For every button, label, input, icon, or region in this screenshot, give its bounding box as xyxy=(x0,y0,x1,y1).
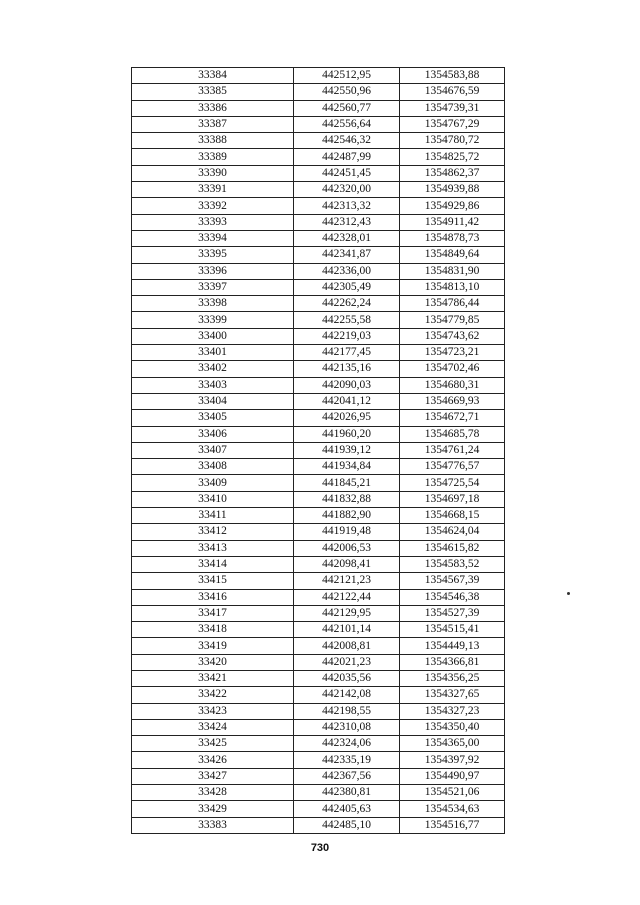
y-coordinate-cell: 1354723,21 xyxy=(400,345,505,361)
x-coordinate-cell: 442324,06 xyxy=(294,736,400,752)
y-coordinate-cell: 1354761,24 xyxy=(400,442,505,458)
y-coordinate-cell: 1354583,52 xyxy=(400,556,505,572)
point-id-cell: 33417 xyxy=(132,605,294,621)
point-id-cell: 33408 xyxy=(132,459,294,475)
point-id-cell: 33385 xyxy=(132,84,294,100)
point-id-cell: 33405 xyxy=(132,410,294,426)
table-row xyxy=(132,263,505,279)
point-id-cell: 33397 xyxy=(132,279,294,295)
x-coordinate-cell: 441845,21 xyxy=(294,475,400,491)
y-coordinate-cell: 1354521,06 xyxy=(400,785,505,801)
table-row xyxy=(132,475,505,491)
point-id-cell: 33390 xyxy=(132,165,294,181)
x-coordinate-cell: 442485,10 xyxy=(294,817,400,833)
y-coordinate-cell: 1354813,10 xyxy=(400,279,505,295)
table-row xyxy=(132,605,505,621)
point-id-cell: 33402 xyxy=(132,361,294,377)
y-coordinate-cell: 1354825,72 xyxy=(400,149,505,165)
x-coordinate-cell: 442041,12 xyxy=(294,393,400,409)
y-coordinate-cell: 1354672,71 xyxy=(400,410,505,426)
table-row xyxy=(132,296,505,312)
x-coordinate-cell: 442336,00 xyxy=(294,263,400,279)
table-row xyxy=(132,345,505,361)
table-row xyxy=(132,426,505,442)
point-id-cell: 33391 xyxy=(132,182,294,198)
point-id-cell: 33400 xyxy=(132,328,294,344)
point-id-cell: 33416 xyxy=(132,589,294,605)
point-id-cell: 33420 xyxy=(132,654,294,670)
table-row xyxy=(132,736,505,752)
point-id-cell: 33427 xyxy=(132,768,294,784)
x-coordinate-cell: 442219,03 xyxy=(294,328,400,344)
table-row xyxy=(132,508,505,524)
x-coordinate-cell: 442405,63 xyxy=(294,801,400,817)
page-number: 730 xyxy=(310,842,330,854)
y-coordinate-cell: 1354929,86 xyxy=(400,198,505,214)
coordinate-table xyxy=(131,67,505,834)
point-id-cell: 33418 xyxy=(132,622,294,638)
y-coordinate-cell: 1354527,39 xyxy=(400,605,505,621)
point-id-cell: 33384 xyxy=(132,68,294,84)
y-coordinate-cell: 1354725,54 xyxy=(400,475,505,491)
x-coordinate-cell: 442008,81 xyxy=(294,638,400,654)
table-row xyxy=(132,654,505,670)
point-id-cell: 33394 xyxy=(132,230,294,246)
x-coordinate-cell: 442560,77 xyxy=(294,100,400,116)
table-row xyxy=(132,312,505,328)
y-coordinate-cell: 1354624,04 xyxy=(400,524,505,540)
x-coordinate-cell: 442335,19 xyxy=(294,752,400,768)
table-row xyxy=(132,230,505,246)
point-id-cell: 33409 xyxy=(132,475,294,491)
x-coordinate-cell: 442122,44 xyxy=(294,589,400,605)
point-id-cell: 33426 xyxy=(132,752,294,768)
point-id-cell: 33422 xyxy=(132,687,294,703)
stray-mark xyxy=(567,592,570,595)
table-row xyxy=(132,573,505,589)
x-coordinate-cell: 442487,99 xyxy=(294,149,400,165)
table-row xyxy=(132,540,505,556)
point-id-cell: 33424 xyxy=(132,719,294,735)
x-coordinate-cell: 442121,23 xyxy=(294,573,400,589)
y-coordinate-cell: 1354534,63 xyxy=(400,801,505,817)
table-row xyxy=(132,524,505,540)
x-coordinate-cell: 441960,20 xyxy=(294,426,400,442)
point-id-cell: 33389 xyxy=(132,149,294,165)
x-coordinate-cell: 441882,90 xyxy=(294,508,400,524)
x-coordinate-cell: 442142,08 xyxy=(294,687,400,703)
table-row xyxy=(132,68,505,84)
table-row xyxy=(132,361,505,377)
y-coordinate-cell: 1354939,88 xyxy=(400,182,505,198)
point-id-cell: 33428 xyxy=(132,785,294,801)
x-coordinate-cell: 442098,41 xyxy=(294,556,400,572)
table-row xyxy=(132,84,505,100)
x-coordinate-cell: 442313,32 xyxy=(294,198,400,214)
y-coordinate-cell: 1354786,44 xyxy=(400,296,505,312)
x-coordinate-cell: 442328,01 xyxy=(294,230,400,246)
table-row xyxy=(132,100,505,116)
point-id-cell: 33392 xyxy=(132,198,294,214)
x-coordinate-cell: 442135,16 xyxy=(294,361,400,377)
table-row xyxy=(132,768,505,784)
y-coordinate-cell: 1354697,18 xyxy=(400,491,505,507)
y-coordinate-cell: 1354779,85 xyxy=(400,312,505,328)
point-id-cell: 33393 xyxy=(132,214,294,230)
y-coordinate-cell: 1354546,38 xyxy=(400,589,505,605)
y-coordinate-cell: 1354397,92 xyxy=(400,752,505,768)
y-coordinate-cell: 1354831,90 xyxy=(400,263,505,279)
y-coordinate-cell: 1354767,29 xyxy=(400,116,505,132)
x-coordinate-cell: 442512,95 xyxy=(294,68,400,84)
x-coordinate-cell: 441939,12 xyxy=(294,442,400,458)
table-row xyxy=(132,801,505,817)
point-id-cell: 33413 xyxy=(132,540,294,556)
x-coordinate-cell: 442255,58 xyxy=(294,312,400,328)
x-coordinate-cell: 442312,43 xyxy=(294,214,400,230)
y-coordinate-cell: 1354862,37 xyxy=(400,165,505,181)
point-id-cell: 33419 xyxy=(132,638,294,654)
y-coordinate-cell: 1354350,40 xyxy=(400,719,505,735)
table-row xyxy=(132,442,505,458)
x-coordinate-cell: 442129,95 xyxy=(294,605,400,621)
table-row xyxy=(132,214,505,230)
table-row xyxy=(132,393,505,409)
point-id-cell: 33429 xyxy=(132,801,294,817)
y-coordinate-cell: 1354327,65 xyxy=(400,687,505,703)
table-row xyxy=(132,133,505,149)
x-coordinate-cell: 441934,84 xyxy=(294,459,400,475)
x-coordinate-cell: 442090,03 xyxy=(294,377,400,393)
point-id-cell: 33412 xyxy=(132,524,294,540)
y-coordinate-cell: 1354911,42 xyxy=(400,214,505,230)
x-coordinate-cell: 441919,48 xyxy=(294,524,400,540)
point-id-cell: 33423 xyxy=(132,703,294,719)
table-row xyxy=(132,752,505,768)
x-coordinate-cell: 442451,45 xyxy=(294,165,400,181)
y-coordinate-cell: 1354668,15 xyxy=(400,508,505,524)
point-id-cell: 33415 xyxy=(132,573,294,589)
x-coordinate-cell: 442262,24 xyxy=(294,296,400,312)
y-coordinate-cell: 1354490,97 xyxy=(400,768,505,784)
y-coordinate-cell: 1354676,59 xyxy=(400,84,505,100)
x-coordinate-cell: 442550,96 xyxy=(294,84,400,100)
table-row xyxy=(132,556,505,572)
point-id-cell: 33425 xyxy=(132,736,294,752)
point-id-cell: 33411 xyxy=(132,508,294,524)
table-row xyxy=(132,589,505,605)
y-coordinate-cell: 1354327,23 xyxy=(400,703,505,719)
y-coordinate-cell: 1354702,46 xyxy=(400,361,505,377)
y-coordinate-cell: 1354743,62 xyxy=(400,328,505,344)
point-id-cell: 33403 xyxy=(132,377,294,393)
y-coordinate-cell: 1354780,72 xyxy=(400,133,505,149)
x-coordinate-cell: 442198,55 xyxy=(294,703,400,719)
coordinate-table-body xyxy=(132,68,505,834)
point-id-cell: 33414 xyxy=(132,556,294,572)
table-row xyxy=(132,785,505,801)
table-row xyxy=(132,638,505,654)
x-coordinate-cell: 442546,32 xyxy=(294,133,400,149)
point-id-cell: 33398 xyxy=(132,296,294,312)
y-coordinate-cell: 1354449,13 xyxy=(400,638,505,654)
x-coordinate-cell: 442320,00 xyxy=(294,182,400,198)
y-coordinate-cell: 1354515,41 xyxy=(400,622,505,638)
y-coordinate-cell: 1354356,25 xyxy=(400,670,505,686)
y-coordinate-cell: 1354615,82 xyxy=(400,540,505,556)
table-row xyxy=(132,622,505,638)
table-row xyxy=(132,165,505,181)
y-coordinate-cell: 1354583,88 xyxy=(400,68,505,84)
x-coordinate-cell: 442380,81 xyxy=(294,785,400,801)
table-row xyxy=(132,279,505,295)
x-coordinate-cell: 442177,45 xyxy=(294,345,400,361)
y-coordinate-cell: 1354776,57 xyxy=(400,459,505,475)
table-row xyxy=(132,459,505,475)
y-coordinate-cell: 1354849,64 xyxy=(400,247,505,263)
table-row xyxy=(132,719,505,735)
x-coordinate-cell: 442006,53 xyxy=(294,540,400,556)
table-row xyxy=(132,410,505,426)
table-row xyxy=(132,670,505,686)
point-id-cell: 33410 xyxy=(132,491,294,507)
point-id-cell: 33396 xyxy=(132,263,294,279)
point-id-cell: 33383 xyxy=(132,817,294,833)
point-id-cell: 33407 xyxy=(132,442,294,458)
y-coordinate-cell: 1354365,00 xyxy=(400,736,505,752)
point-id-cell: 33406 xyxy=(132,426,294,442)
table-row xyxy=(132,149,505,165)
y-coordinate-cell: 1354739,31 xyxy=(400,100,505,116)
y-coordinate-cell: 1354680,31 xyxy=(400,377,505,393)
x-coordinate-cell: 441832,88 xyxy=(294,491,400,507)
table-row xyxy=(132,377,505,393)
point-id-cell: 33401 xyxy=(132,345,294,361)
y-coordinate-cell: 1354685,78 xyxy=(400,426,505,442)
y-coordinate-cell: 1354567,39 xyxy=(400,573,505,589)
x-coordinate-cell: 442310,08 xyxy=(294,719,400,735)
table-row xyxy=(132,116,505,132)
point-id-cell: 33399 xyxy=(132,312,294,328)
x-coordinate-cell: 442101,14 xyxy=(294,622,400,638)
y-coordinate-cell: 1354366,81 xyxy=(400,654,505,670)
x-coordinate-cell: 442367,56 xyxy=(294,768,400,784)
table-row xyxy=(132,491,505,507)
point-id-cell: 33386 xyxy=(132,100,294,116)
y-coordinate-cell: 1354516,77 xyxy=(400,817,505,833)
point-id-cell: 33388 xyxy=(132,133,294,149)
x-coordinate-cell: 442305,49 xyxy=(294,279,400,295)
y-coordinate-cell: 1354669,93 xyxy=(400,393,505,409)
table-row xyxy=(132,328,505,344)
x-coordinate-cell: 442556,64 xyxy=(294,116,400,132)
x-coordinate-cell: 442021,23 xyxy=(294,654,400,670)
point-id-cell: 33395 xyxy=(132,247,294,263)
table-row xyxy=(132,703,505,719)
x-coordinate-cell: 442026,95 xyxy=(294,410,400,426)
table-row xyxy=(132,182,505,198)
table-row xyxy=(132,198,505,214)
x-coordinate-cell: 442035,56 xyxy=(294,670,400,686)
y-coordinate-cell: 1354878,73 xyxy=(400,230,505,246)
table-row xyxy=(132,817,505,833)
table-row xyxy=(132,687,505,703)
table-row xyxy=(132,247,505,263)
point-id-cell: 33387 xyxy=(132,116,294,132)
point-id-cell: 33421 xyxy=(132,670,294,686)
x-coordinate-cell: 442341,87 xyxy=(294,247,400,263)
point-id-cell: 33404 xyxy=(132,393,294,409)
